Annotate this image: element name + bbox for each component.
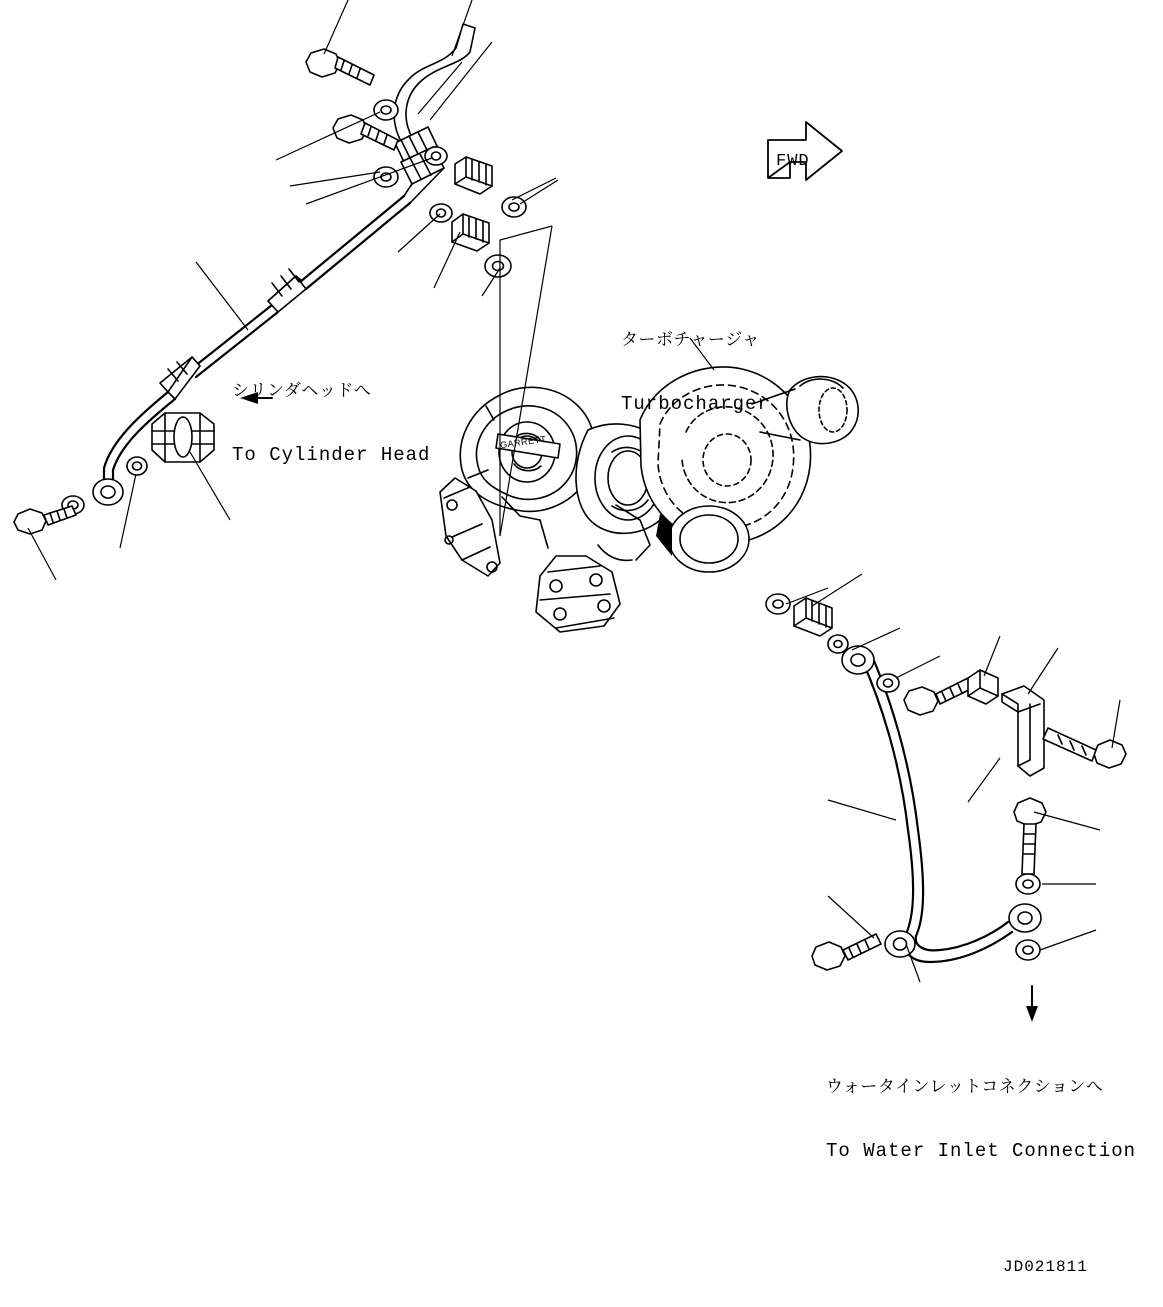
label-turbocharger-jp: ターボチャージャ — [621, 329, 760, 350]
drawing-number: JD021811 — [1003, 1258, 1088, 1276]
label-to-water-inlet-connection — [826, 1034, 1136, 1206]
label-to-water-inlet-connection-jp: ウォータインレットコネクションへ — [826, 1076, 1104, 1097]
label-turbocharger-en: Turbocharger — [621, 392, 770, 415]
label-to-cylinder-head — [232, 338, 430, 510]
label-turbo-nameplate: GARRETT — [499, 433, 547, 451]
label-to-water-inlet-connection-en: To Water Inlet Connection — [826, 1139, 1137, 1162]
label-to-cylinder-head-jp: シリンダヘッドへ — [232, 380, 372, 401]
label-to-cylinder-head-en: To Cylinder Head — [232, 443, 431, 466]
label-turbocharger — [621, 287, 770, 459]
label-fwd: FWD — [776, 152, 810, 171]
